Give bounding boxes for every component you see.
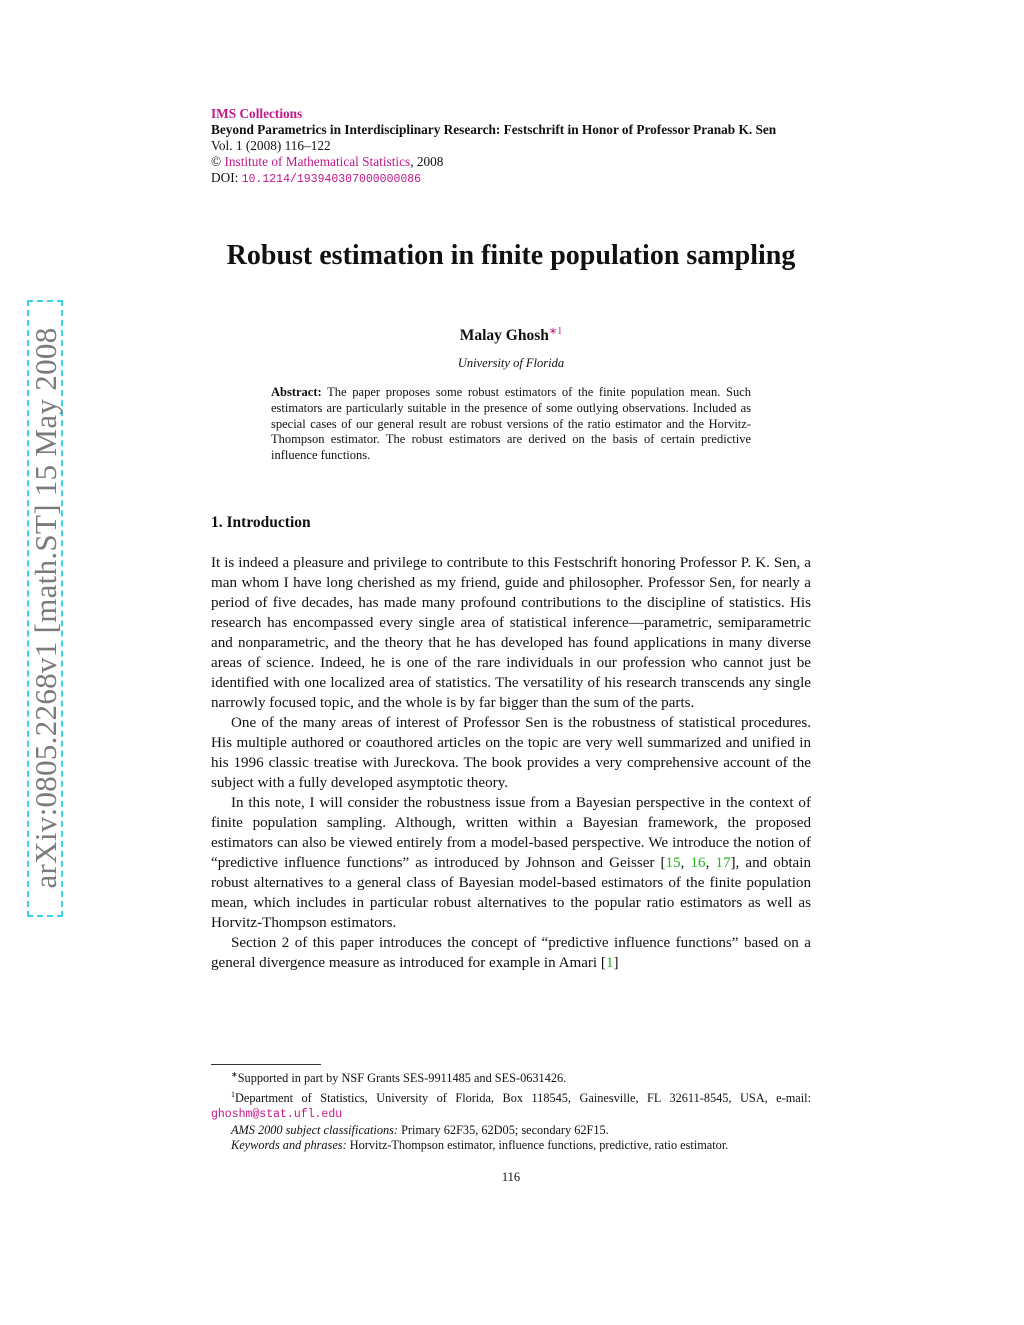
paragraph-3: In this note, I will consider the robustness issue from a Bayesian perspective in the context of finite population sampling. Although, written within a Bayesian framework, the proposed estimators can also be viewed entirely from a model-based perspective. We introduce the notion of “predictive influence functions” as introduced by Johnson and Geisser [15, 16, 17], and obtain robust alternatives to a general class of Bayesian model-based estimators of the finite population mean, which includes in particular robust alternatives to the popular ratio estimators as well as Horvitz-Thompson estimators.: [211, 795, 812, 931]
author-affiliation: University of Florida: [457, 356, 565, 370]
section-heading: 1. Introduction: [211, 514, 311, 531]
footnote-address-mark: 1: [231, 1089, 235, 1099]
footnotes: [211, 1067, 811, 1154]
paragraph-2: One of the many areas of interest of Professor Sen is the robustness of statistical procedures. His multiple authored or coauthored articles on the topic are very well summarized and unified in his 1996 classic treatise with Jureckova. The book provides a very comprehensive account of the subject with a fully developed asymptotic theory.: [211, 715, 811, 791]
citation-17[interactable]: 17: [715, 855, 731, 871]
author-footnote-marks[interactable]: ∗1: [548, 326, 563, 337]
ams-codes: Primary 62F35, 62D05; secondary 62F15.: [398, 1122, 609, 1137]
footnote-address-text: Department of Statistics, University of Florida, Box 118545, Gainesville, FL 32611-8545, USA, e-mail:: [235, 1090, 811, 1105]
paragraph-4-text-b: ]: [613, 955, 619, 971]
footnote-address: [211, 1087, 811, 1123]
journal-header: [211, 106, 811, 188]
volume-line: Vol. 1 (2008) 116–122: [211, 138, 331, 153]
footnote-rule: [211, 1064, 321, 1065]
volume-title: Beyond Parametrics in Interdisciplinary Research: Festschrift in Honor of Professor Pranab K. Sen: [211, 122, 777, 137]
paragraph-1: It is indeed a pleasure and privilege to contribute to this Festschrift honoring Professor P. K. Sen, a man whom I have long cherished as my friend, guide and philosopher. Professor Sen, for nearly a period of five decades, has made many profound contributions to the discipline of statistics. His research has encompassed every single area of statistical inference—parametric, semiparametric and nonparametric, and the theory that he has developed has found applications in many diverse areas of science. Indeed, he is one of the rare individuals in our profession who cannot just be identified with one localized area of statistics. The versatility of his research transcends any single narrowly focused topic, and the whole is by far bigger than the sum of the parts.: [211, 555, 811, 711]
paragraph-4-text-a: Section 2 of this paper introduces the concept of “predictive influence functions” based on a general divergence measure as introduced for example in Amari [: [211, 935, 811, 971]
citation-16[interactable]: 16: [690, 855, 706, 871]
copyright-symbol: ©: [211, 154, 222, 169]
citation-1[interactable]: 1: [605, 955, 614, 971]
keywords: [211, 1138, 811, 1154]
collection-link[interactable]: IMS Collections: [211, 106, 303, 121]
ams-classification: [211, 1123, 811, 1139]
doi-line: [211, 170, 811, 188]
copyright-line: [211, 154, 811, 170]
author: [211, 326, 811, 345]
abstract: [271, 385, 751, 464]
paragraph-4: [211, 933, 811, 973]
paper-title: Robust estimation in finite population sampling: [226, 240, 796, 271]
footnote-funding-text: Supported in part by NSF Grants SES-9911485 and SES-0631426.: [237, 1071, 567, 1086]
abstract-label: Abstract:: [271, 385, 322, 399]
doi-label: DOI:: [211, 170, 239, 185]
arxiv-stamp[interactable]: arXiv:0805.2268v1 [math.ST] 15 May 2008: [28, 327, 63, 889]
publication-year: , 2008: [410, 154, 444, 169]
paragraph-3-text-b: ], and obtain robust alternatives to a general class of Bayesian model-based estimators of the finite population mean, which includes in particular robust alternatives to the popular ratio estimators as well as Horvitz-Thompson estimators.: [211, 855, 812, 931]
footnote-funding-mark: ∗: [231, 1070, 238, 1079]
ams-label: AMS 2000 subject classifications:: [231, 1122, 399, 1137]
publisher-link[interactable]: Institute of Mathematical Statistics: [224, 154, 411, 169]
author-name: Malay Ghosh: [459, 327, 549, 345]
page-number: 116: [501, 1170, 521, 1184]
abstract-text: The paper proposes some robust estimators of the finite population mean. Such estimators are particularly suitable in the presence of some outlying observations. Included as special cases of our general result are robust versions of the ratio estimator and the Horvitz-Thompson estimator. The robust estimators are derived on the basis of certain predictive influence functions.: [271, 385, 752, 463]
citation-15[interactable]: 15: [665, 855, 681, 871]
email-link[interactable]: ghoshm@stat.ufl.edu: [211, 1108, 343, 1122]
paragraph-3-text-a: In this note, I will consider the robustness issue from a Bayesian perspective in the context of finite population sampling. Although, written within a Bayesian framework, the proposed estimators can also be viewed entirely from a model-based perspective. We introduce the notion of “predictive influence functions” as introduced by Johnson and Geisser [: [211, 795, 811, 871]
footnote-funding: [211, 1067, 811, 1087]
keywords-label: Keywords and phrases:: [231, 1138, 347, 1153]
body-text: [211, 553, 811, 973]
doi-link[interactable]: 10.1214/193940307000000086: [241, 173, 422, 186]
keywords-text: Horvitz-Thompson estimator, influence functions, predictive, ratio estimator.: [346, 1138, 729, 1153]
